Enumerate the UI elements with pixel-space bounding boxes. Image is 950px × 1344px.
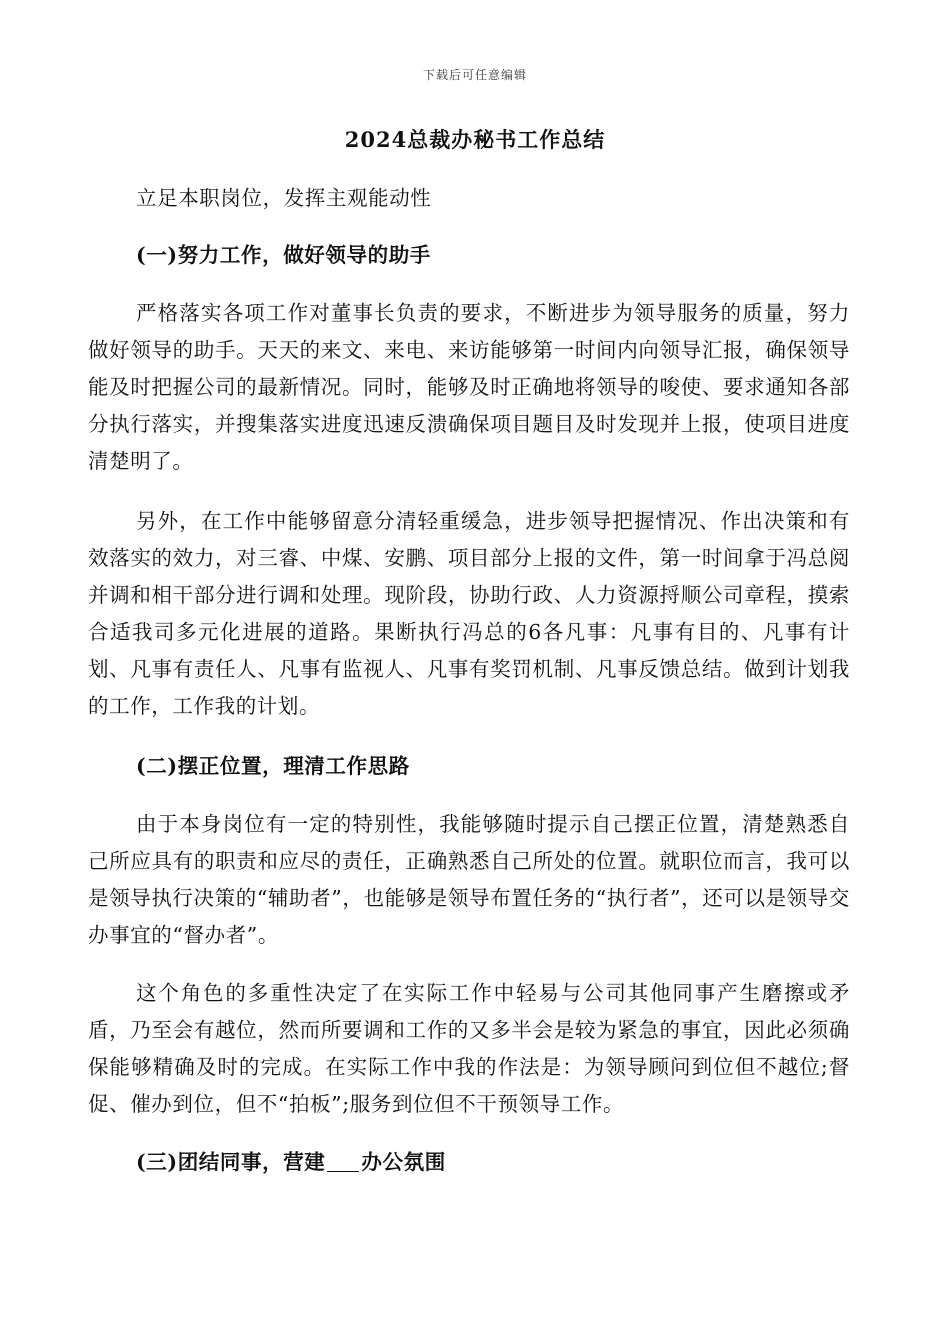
section3-heading-start: (三)团结同事，营建 — [136, 1150, 326, 1174]
section1-heading-block — [88, 237, 850, 274]
intro-text: 立足本职岗位，发挥主观能动性 — [136, 186, 432, 210]
section2-para1-text: 由于本身岗位有一定的特别性，我能够随时提示自己摆正位置，清楚熟悉自己所应具有的职责和应尽的责任，正确熟悉自己所处的位置。就职位而言，我可以是领导执行决策的“辅助者”，也能够是领导布置任务的“执行者”，还可以是领导交办事宜的“督办者”。 — [88, 812, 850, 947]
intro-line — [88, 180, 850, 217]
section3-heading-block — [88, 1144, 850, 1181]
section2-paragraph-1 — [88, 806, 850, 954]
section2-heading-block — [88, 748, 850, 785]
section2-para2-text: 这个角色的多重性决定了在实际工作中轻易与公司其他同事产生磨擦或矛盾，乃至会有越位，然而所要调和工作的又多半会是较为紧急的事宜，因此必须确保能够精确及时的完成。在实际工作中我的作法是：为领导顾问到位但不越位;督促、催办到位，但不“拍板”;服务到位但不干预领导工作。 — [88, 981, 850, 1116]
section1-para1-text: 严格落实各项工作对董事长负责的要求，不断进步为领导服务的质量，努力做好领导的助手。天天的来文、来电、来访能够第一时间内向领导汇报，确保领导能及时把握公司的最新情况。同时，能够及时正确地将领导的唆使、要求通知各部分执行落实，并搜集落实进度迅速反溃确保项目题目及时发现并上报，使项目进度清楚明了。 — [88, 301, 850, 473]
document-title: 2024总裁办秘书工作总结 — [344, 127, 606, 152]
section2-heading: (二)摆正位置，理清工作思路 — [136, 754, 410, 778]
section2-paragraph-2 — [88, 975, 850, 1123]
section1-para2-text: 另外，在工作中能够留意分清轻重缓急，进步领导把握情况、作出决策和有效落实的效力，对三睿、中煤、安鹏、项目部分上报的文件，第一时间拿于冯总阅并调和相干部分进行调和处理。现阶段，协助行政、人力资源捋顺公司章程，摸索合适我司多元化进展的道路。果断执行冯总的6各凡事：凡事有目的、凡事有计划、凡事有责任人、凡事有监视人、凡事有奖罚机制、凡事反馈总结。做到计划我的工作，工作我的计划。 — [88, 509, 850, 718]
section3-heading — [88, 1144, 850, 1181]
header-note: 下载后可任意编辑 — [422, 68, 527, 82]
section1-heading: (一)努力工作，做好领导的助手 — [136, 243, 431, 267]
fill-in-blank-underline — [327, 1170, 359, 1172]
section1-paragraph-1 — [88, 295, 850, 480]
section1-paragraph-2 — [88, 503, 850, 725]
section3-heading-end: 办公氛围 — [361, 1150, 446, 1174]
